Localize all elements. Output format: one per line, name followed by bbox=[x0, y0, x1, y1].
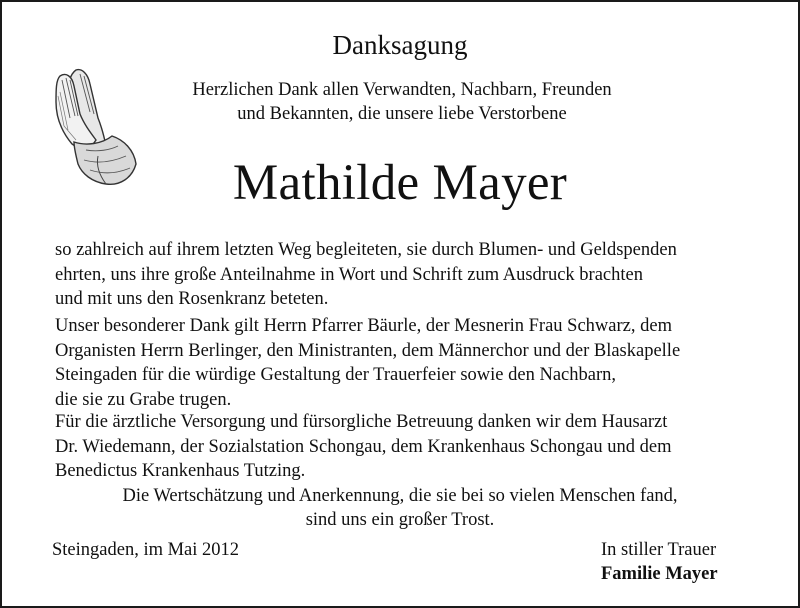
text-line: ehrten, uns ihre große Anteilnahme in Wort und Schrift zum Ausdruck brachten bbox=[55, 264, 643, 285]
place-date: Steingaden, im Mai 2012 bbox=[52, 540, 240, 560]
intro-line: Herzlichen Dank allen Verwandten, Nachbarn, Freunden bbox=[192, 80, 612, 100]
paragraph-condolences bbox=[55, 238, 775, 312]
deceased-name: Mathilde Mayer bbox=[232, 155, 568, 211]
text-line: Steingaden für die würdige Gestaltung der Trauerfeier sowie den Nachbarn, bbox=[55, 365, 616, 385]
text-line: so zahlreich auf ihrem letzten Weg begleiteten, sie durch Blumen- und Geldspenden bbox=[55, 240, 677, 260]
family-name: Familie Mayer bbox=[601, 564, 718, 584]
closing-line: Die Wertschätzung und Anerkennung, die sie bei so vielen Menschen fand, bbox=[122, 486, 678, 506]
closing-line: sind uns ein großer Trost. bbox=[305, 510, 495, 530]
signature-block bbox=[601, 538, 718, 586]
text-line: Organisten Herrn Berlinger, den Ministranten, dem Männerchor und der Blaskapelle bbox=[55, 340, 681, 361]
paragraph-medical-thanks bbox=[55, 410, 775, 484]
text-line: Unser besonderer Dank gilt Herrn Pfarrer Bäurle, der Mesnerin Frau Schwarz, dem bbox=[55, 316, 672, 336]
intro-line: und Bekannten, die unsere liebe Verstorbene bbox=[237, 104, 567, 124]
paragraph-special-thanks bbox=[55, 314, 775, 412]
text-line: und mit uns den Rosenkranz beteten. bbox=[55, 289, 329, 309]
intro-text bbox=[152, 78, 652, 126]
closing-text bbox=[2, 484, 798, 532]
text-line: Für die ärztliche Versorgung und fürsorgliche Betreuung danken wir dem Hausarzt bbox=[55, 412, 668, 432]
signoff-text: In stiller Trauer bbox=[601, 540, 717, 560]
text-line: Benedictus Krankenhaus Tutzing. bbox=[55, 461, 306, 481]
text-line: die sie zu Grabe trugen. bbox=[55, 389, 232, 410]
text-line: Dr. Wiedemann, der Sozialstation Schongau, dem Krankenhaus Schongau und dem bbox=[55, 436, 672, 457]
notice-title: Danksagung bbox=[332, 30, 468, 60]
